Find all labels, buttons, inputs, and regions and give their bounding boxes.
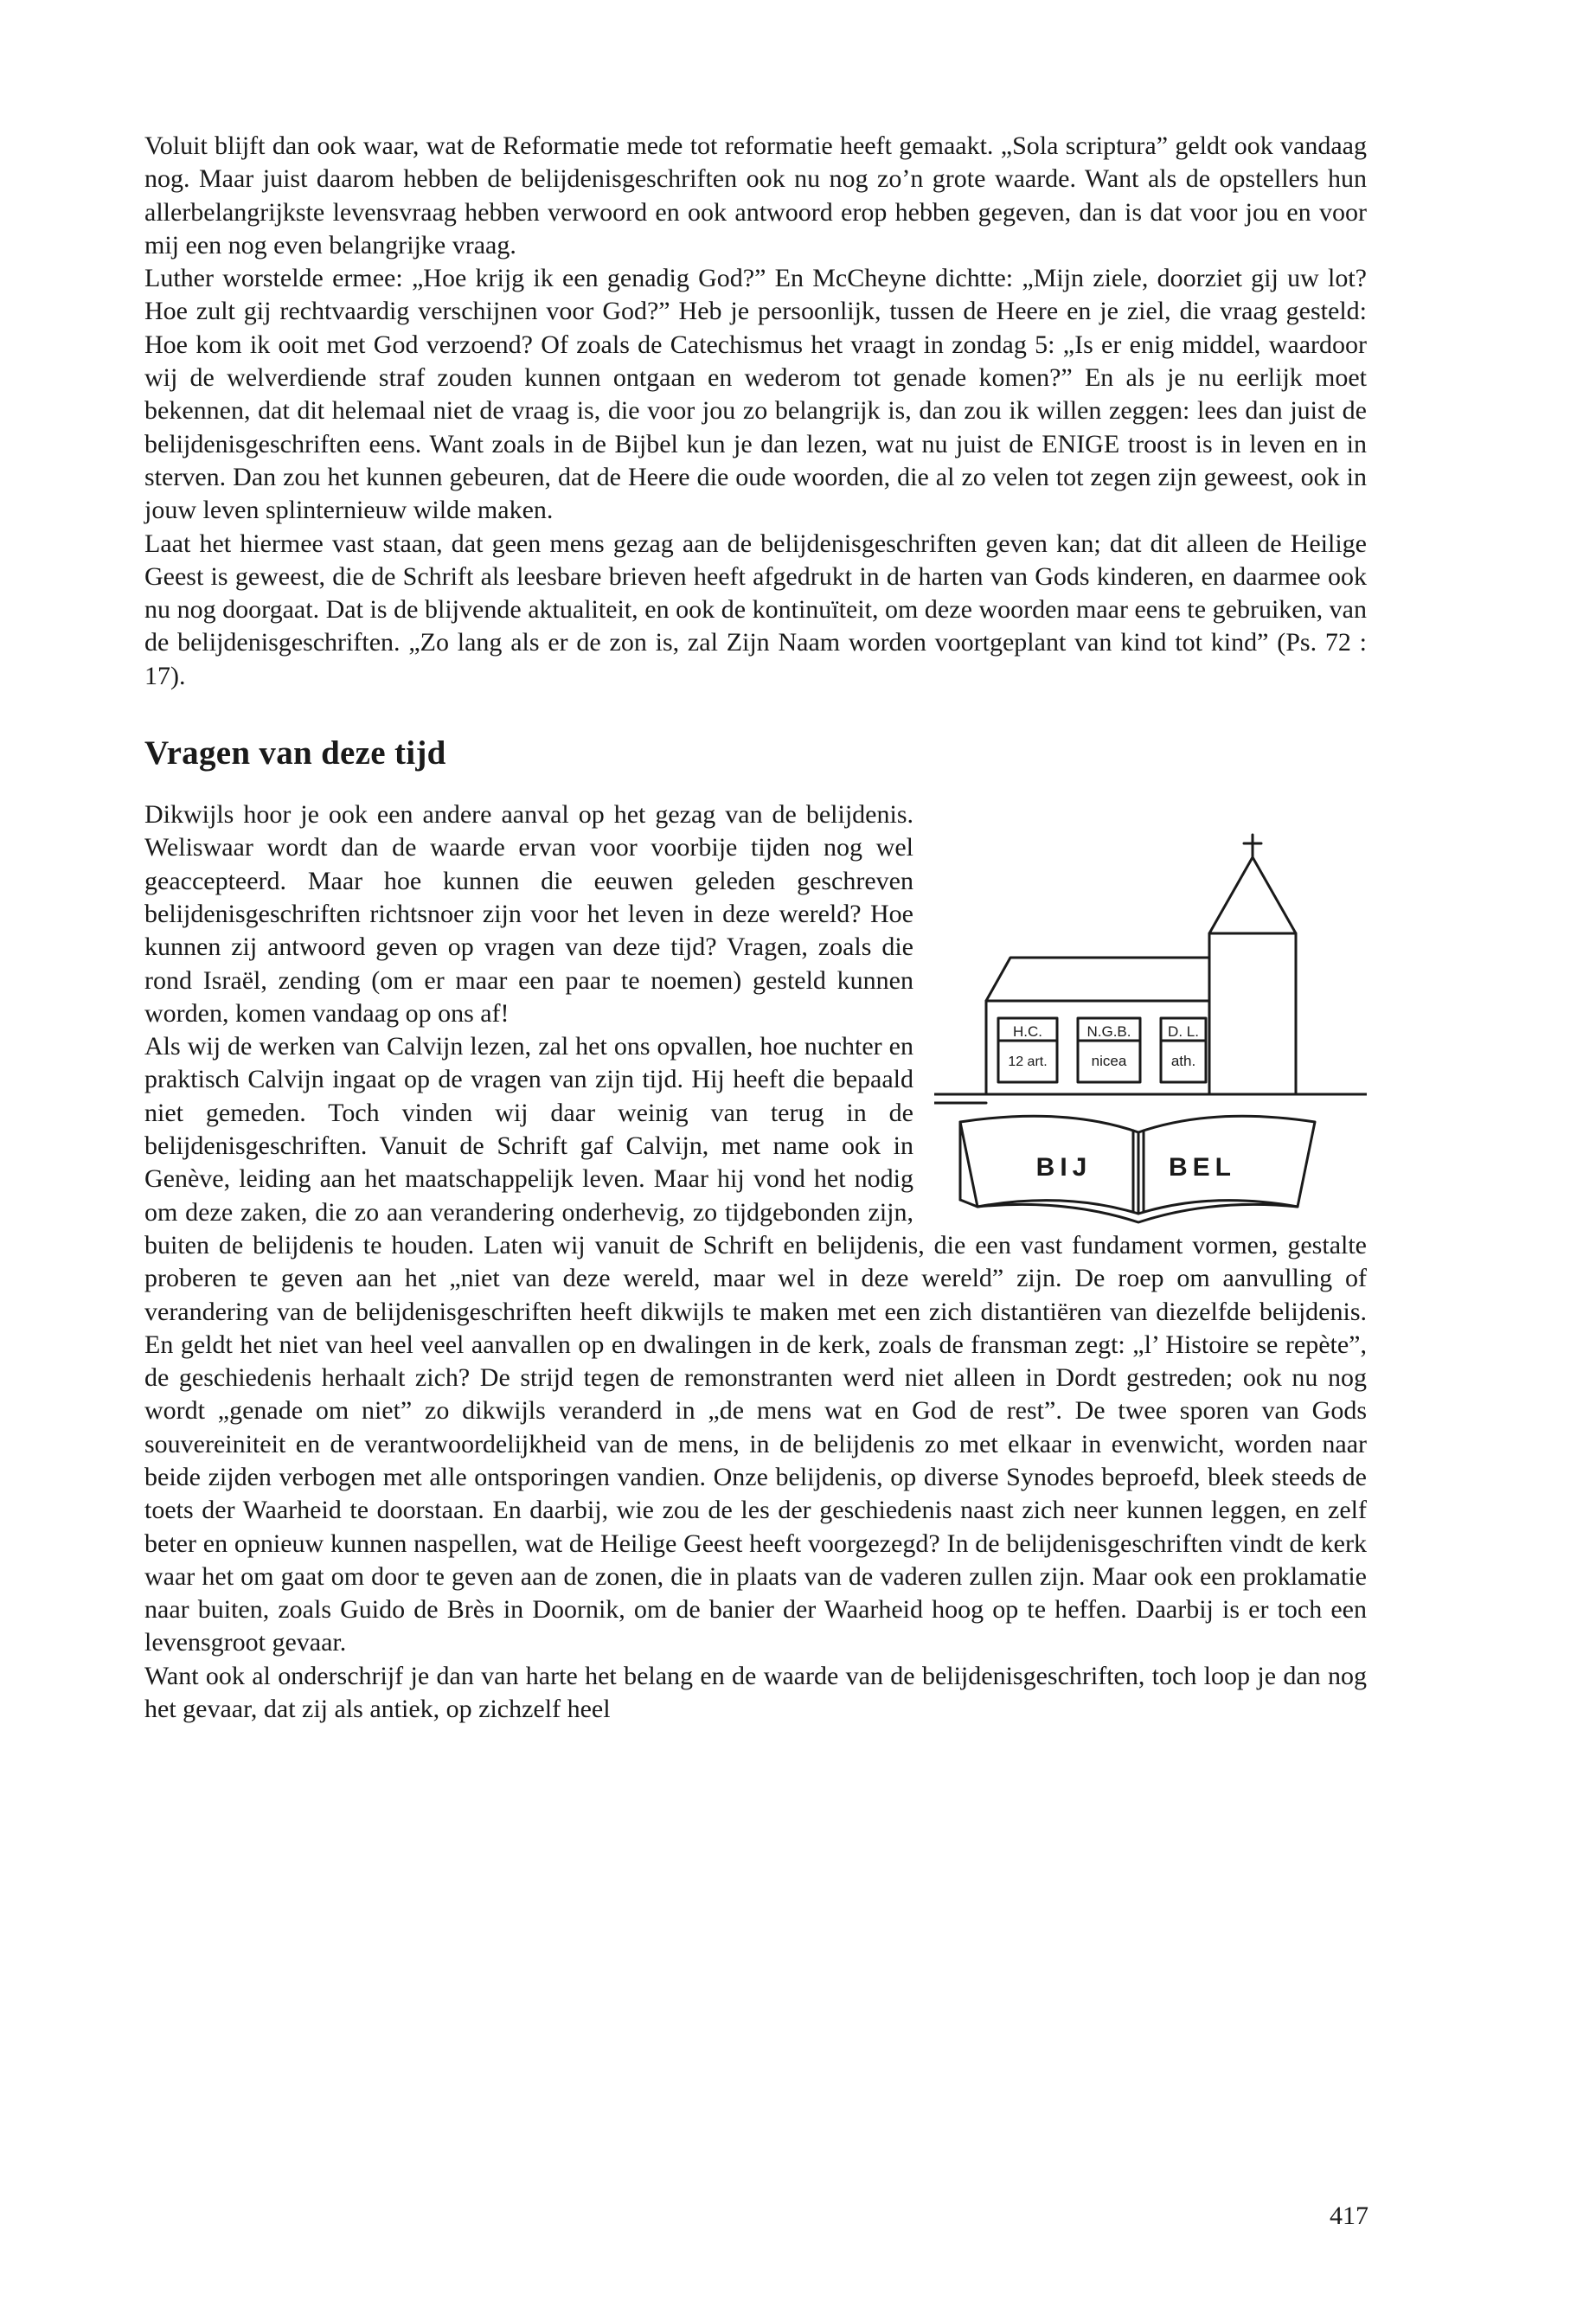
book-left-label: BIJ bbox=[1035, 1153, 1093, 1183]
window-2-top-label: N.G.B. bbox=[1086, 1023, 1131, 1041]
paragraph: Als wij de werken van Calvijn lezen, zal het ons opvallen, hoe nuchter en praktisch Calvijn ingaat op de vragen van zijn tijd. Hij heeft die bepaald niet gemeden. Toch vinden wij daar weinig van terug in de belijdenisgeschriften. Vanuit de Schrift gaf Calvijn, met name ook in Genève, leiding aan het maatschappelijk leven. Maar hij vond het nodig om deze zaken, die zo aan verandering onderhevig, zo tijdgebonden zijn, buiten de belijdenis te houden. Laten wij vanuit de Schrift en belijdenis, die een vast fundament vormen, gestalte proberen te geven aan het „niet van deze wereld, maar wel in deze wereld” zijn. De roep om aanvulling of verandering van de belijdenisgeschriften heeft dikwijls te maken met een zich distantiëren van diezelfde belijdenis. En geldt het niet van heel veel aanvallen op en dwalingen in de kerk, zoals de fransman zegt: „l’ Histoire se repète”, de geschiedenis herhaalt zich? De strijd tegen de remonstranten werd niet alleen in Dordt gestreden; ook nu nog wordt „genade om niet” zo dikwijls veranderd in „de mens wat en God de rest”. De twee sporen van Gods souvereiniteit en de verantwoordelijkheid van de mens, in de belijdenis zo met elkaar in evenwicht, worden naar beide zijden verbogen met alle ontsporingen vandien. Onze belijdenis, op diverse Synodes beproefd, bleek steeds de toets der Waarheid te doorstaan. En daarbij, wie zou de les der geschiedenis naast zich neer kunnen leggen, en zelf beter en opnieuw kunnen naspellen, wat de Heilige Geest heeft voorgezegd? In de belijdenisgeschriften vindt de kerk waar het om gaat om door te geven aan de zonen, die in plaats van de vaderen zullen zijn. Maar ook een proklamatie naar buiten, zoals Guido de Brès in Doornik, om de banier der Waarheid hoog op te heffen. Daarbij is er toch een levensgroot gevaar. bbox=[144, 1032, 1367, 1657]
page-number: 417 bbox=[1330, 2202, 1368, 2230]
paragraph: Voluit blijft dan ook waar, wat de Reformatie mede tot reformatie heeft gemaakt. „Sola scriptura” geldt ook vandaag nog. Maar juist daarom hebben de belijdenisgeschriften ook nu nog zo’n grote waarde. Want als de opstellers hun allerbelangrijkste levensvraag hebben verwoord en ook antwoord erop hebben gegeven, dan is dat voor jou en voor mij een nog even belangrijke vraag. bbox=[144, 131, 1367, 260]
paragraph: Want ook al onderschrijf je dan van harte het belang en de waarde van de belijdenisgeschriften, toch loop je dan nog het gevaar, dat zij als antiek, op zichzelf heel bbox=[144, 1661, 1367, 1724]
church-bible-illustration bbox=[934, 828, 1367, 1226]
window-3-bottom-label: ath. bbox=[1170, 1053, 1196, 1070]
section-heading: Vragen van deze tijd bbox=[144, 734, 446, 772]
church-bible-drawing bbox=[934, 828, 1367, 1226]
window-3-top-label: D. L. bbox=[1168, 1023, 1199, 1041]
window-1-top-label: H.C. bbox=[1013, 1023, 1042, 1041]
page-body bbox=[144, 130, 1367, 1726]
paragraph: Laat het hiermee vast staan, dat geen mens gezag aan de belijdenisgeschriften geven kan; dat dit alleen de Heilige Geest is geweest, die de Schrift als leesbare brieven heeft afgedrukt in de harten van Gods kinderen, en daarmee ook nu nog doorgaat. Dat is de blijvende aktualiteit, en ook de kontinuïteit, om deze woorden maar eens te gebruiken, van de belijdenisgeschriften. „Zo lang als er de zon is, zal Zijn Naam worden voortgeplant van kind tot kind” (Ps. 72 : 17). bbox=[144, 529, 1367, 690]
window-2-bottom-label: nicea bbox=[1091, 1053, 1127, 1070]
window-1-bottom-label: 12 art. bbox=[1008, 1054, 1048, 1070]
paragraph: Dikwijls hoor je ook een andere aanval op het gezag van de belijdenis. Weliswaar wordt dan de waarde ervan voor voorbije tijden nog wel geaccepteerd. Maar hoe kunnen die eeuwen geleden geschreven belijdenisgeschriften richtsnoer zijn voor het leven in deze wereld? Hoe kunnen zij antwoord geven op vragen van deze tijd? Vragen, zoals die rond Israël, zending (om er maar een paar te noemen) gesteld kunnen worden, komen vandaag op ons af! bbox=[144, 800, 913, 1028]
paragraph: Luther worstelde ermee: „Hoe krijg ik een genadig God?” En McCheyne dichtte: „Mijn ziele, doorziet gij uw lot? Hoe zult gij rechtvaardig verschijnen voor God?” Heb je persoonlijk, tussen de Heere en je ziel, die vraag gesteld: Hoe kom ik ooit met God verzoend? Of zoals de Catechismus het vraagt in zondag 5: „Is er enig middel, waardoor wij de welverdiende straf zouden kunnen ontgaan en wederom tot genade komen?” En als je nu eerlijk moet bekennen, dat dit helemaal niet de vraag is, die voor jou zo belangrijk is, dan zou ik willen zeggen: lees dan juist de belijdenisgeschriften eens. Want zoals in de Bijbel kun je dan lezen, wat nu juist de ENIGE troost is in leven en in sterven. Dan zou het kunnen gebeuren, dat de Heere die oude woorden, die al zo velen tot zegen zijn geweest, ook in jouw leven splinternieuw wilde maken. bbox=[144, 264, 1367, 525]
book-right-label: BEL bbox=[1169, 1153, 1236, 1183]
